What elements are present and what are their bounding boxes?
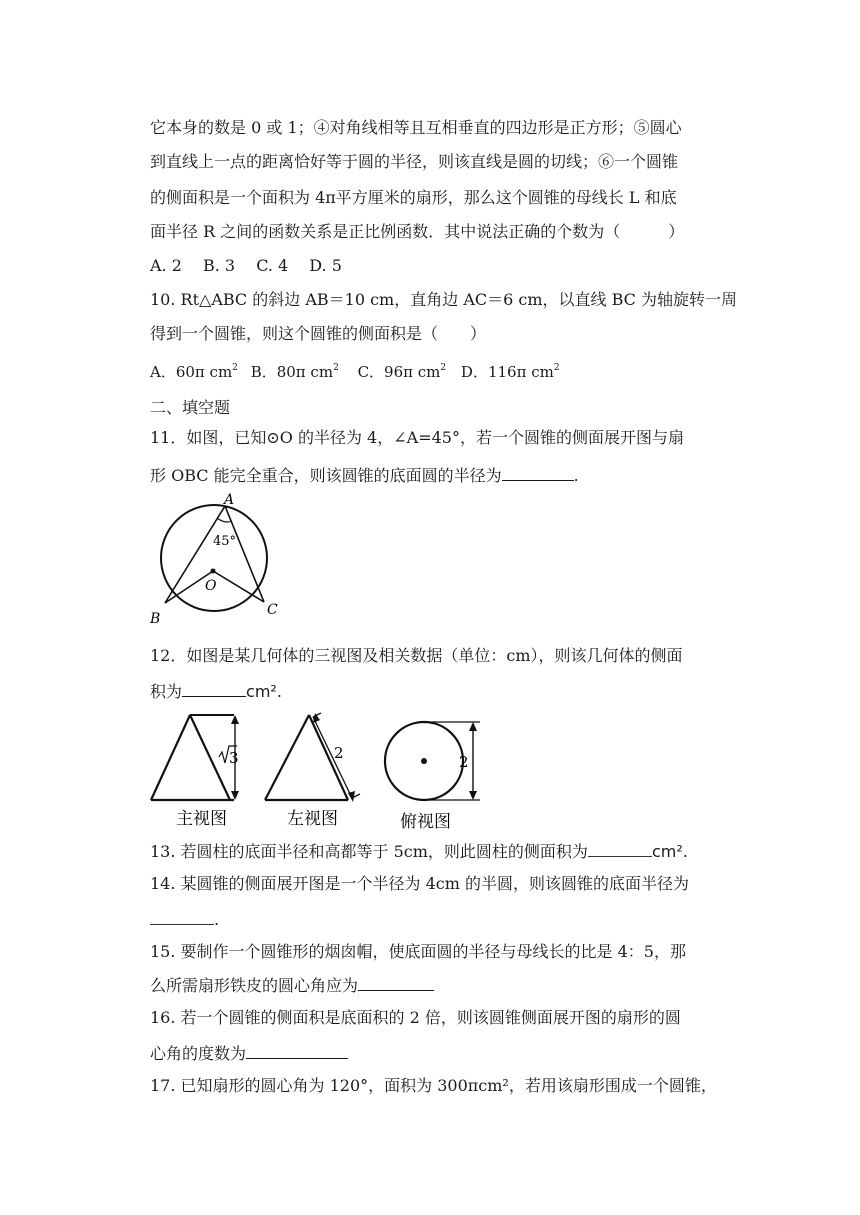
q17-line-1: 17. 已知扇形的圆心角为 120°，面积为 300πcm²，若用该扇形围成一个圆锥， <box>150 1076 717 1095</box>
center-dot <box>211 569 216 574</box>
side-view-label: 左视图 <box>287 809 338 829</box>
q11-line-2 <box>150 464 725 486</box>
q11-end: . <box>573 466 579 485</box>
q10-option-c-sup: 2 <box>440 363 447 373</box>
q10-line-2: 得到一个圆锥，则这个圆锥的侧面积是（ ） <box>150 324 487 343</box>
q12-three-views-figure <box>145 705 495 830</box>
q13-line <box>150 840 725 862</box>
front-dimension: 3 <box>229 749 239 767</box>
q10-option-a: A．60π cm <box>150 363 233 381</box>
side-dimension: 2 <box>334 744 344 762</box>
q16-line-2 <box>150 1042 725 1064</box>
label-o: O <box>205 578 217 594</box>
q12-line-1: 12．如图是某几何体的三视图及相关数据（单位：cm），则该几何体的侧面 <box>150 646 683 665</box>
q13-text: 13. 若圆柱的底面半径和高都等于 5cm，则此圆柱的侧面积为 <box>150 842 588 861</box>
q16-line-1: 16. 若一个圆锥的侧面积是底面积的 2 倍，则该圆锥侧面展开图的扇形的圆 <box>150 1008 681 1027</box>
q12-text: 积为 <box>150 682 183 701</box>
q14-answer-blank <box>150 908 214 925</box>
q10-option-b-sup: 2 <box>333 363 339 373</box>
q9-line-3: 的侧面积是一个面积为 4π平方厘米的扇形，那么这个圆锥的母线长 L 和底 <box>150 188 677 207</box>
q13-answer-blank <box>588 840 652 857</box>
q10-option-b: B．80π cm <box>250 363 334 381</box>
q10-option-d-sup: 2 <box>553 363 560 373</box>
q12-unit: cm². <box>246 682 282 701</box>
q10-line-1: 10. Rt△ABC 的斜边 AB＝10 cm，直角边 AC＝6 cm，以直线 BC 为轴旋转一周 <box>150 290 737 309</box>
q15-line-2 <box>150 974 725 996</box>
q11-line-1: 11．如图，已知⊙O 的半径为 4，∠A=45°，若一个圆锥的侧面展开图与扇 <box>150 428 684 447</box>
label-b: B <box>150 611 161 627</box>
q10-option-c: C．96π cm <box>357 363 441 381</box>
chord-ac <box>225 506 264 602</box>
q9-line-1: 它本身的数是 0 或 1；④对角线相等且互相垂直的四边形是正方形；⑤圆心 <box>150 118 682 137</box>
q12-line-2 <box>150 680 725 702</box>
q14-line-1: 14. 某圆锥的侧面展开图是一个半径为 4cm 的半圆，则该圆锥的底面半径为 <box>150 874 690 893</box>
front-view <box>151 715 239 800</box>
q11-circle-figure <box>145 492 295 627</box>
q10-option-d: D．116π cm <box>460 363 554 381</box>
q12-answer-blank <box>182 680 246 697</box>
section-heading: 二、填空题 <box>150 398 231 417</box>
label-a: A <box>224 492 235 508</box>
q16-text: 心角的度数为 <box>150 1044 247 1063</box>
q9-line-4: 面半径 R 之间的函数关系是正比例函数．其中说法正确的个数为（ ） <box>150 222 685 241</box>
q16-answer-blank <box>246 1042 348 1059</box>
q14-line-2 <box>150 908 725 930</box>
q13-unit: cm². <box>651 842 688 861</box>
q9-line-2: 到直线上一点的距离恰好等于圆的半径，则该直线是圆的切线；⑥一个圆锥 <box>150 152 679 171</box>
label-c: C <box>267 602 278 618</box>
q11-text: 形 OBC 能完全重合，则该圆锥的底面圆的半径为 <box>150 466 502 485</box>
q15-text: 么所需扇形铁皮的圆心角应为 <box>150 976 359 995</box>
q10-options <box>150 358 725 382</box>
label-angle: 45° <box>213 534 237 549</box>
top-view <box>385 722 480 800</box>
radius-oc <box>213 571 264 602</box>
front-view-label: 主视图 <box>176 809 227 829</box>
side-view <box>265 713 360 802</box>
q14-end: . <box>214 910 220 929</box>
top-dimension: 2 <box>459 753 469 771</box>
q15-line-1: 15. 要制作一个圆锥形的烟囱帽，使底面圆的半径与母线长的比是 4：5，那 <box>150 942 686 961</box>
q11-answer-blank <box>502 464 574 481</box>
q10-option-a-sup: 2 <box>232 363 238 373</box>
q9-options: A. 2 B. 3 C. 4 D. 5 <box>150 256 342 275</box>
top-view-label: 俯视图 <box>400 812 451 830</box>
q15-answer-blank <box>358 974 434 991</box>
